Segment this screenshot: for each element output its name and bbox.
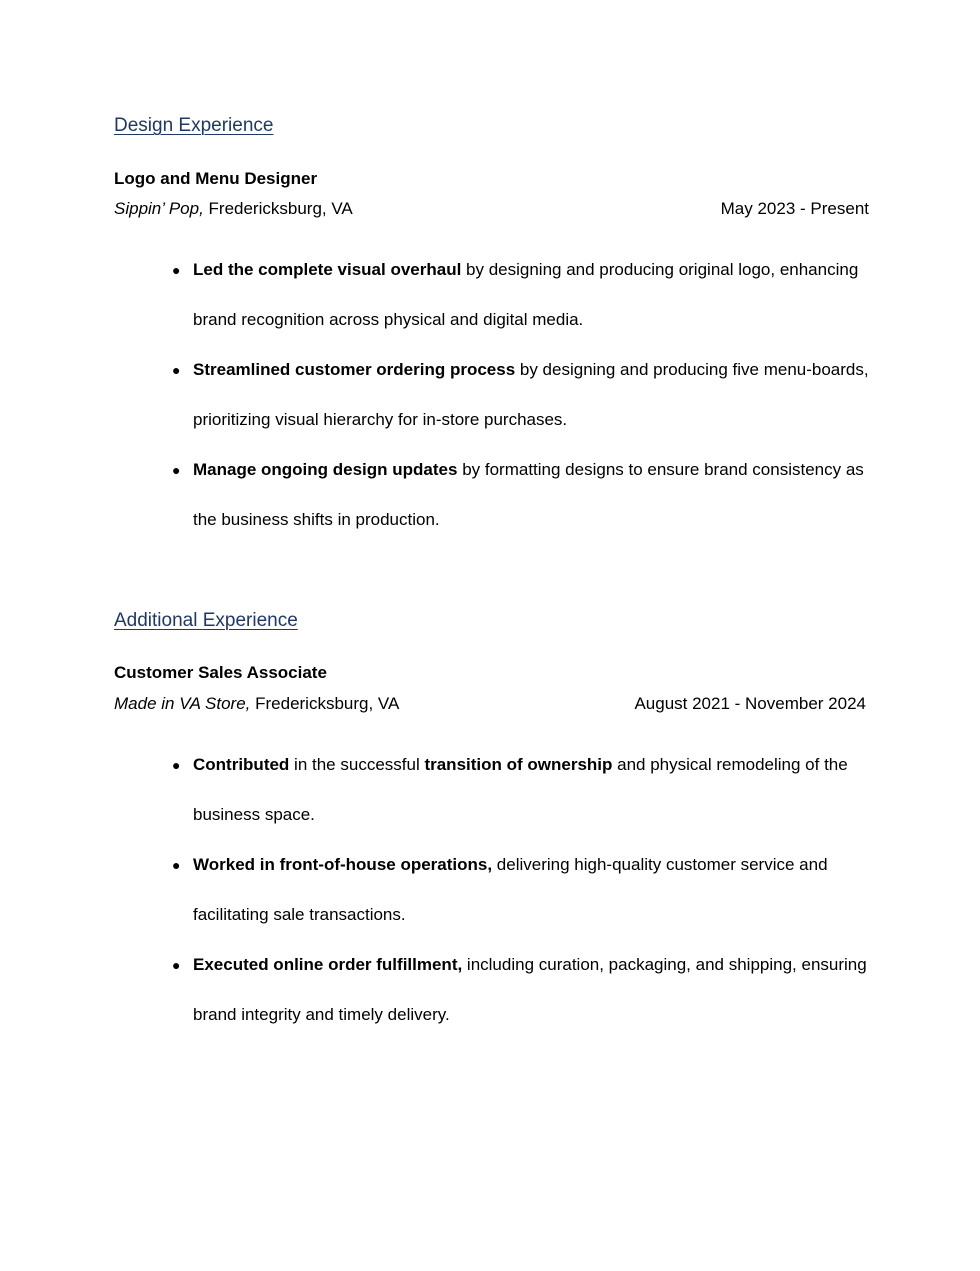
- bullet-text: by designing and producing original logo, enhancing brand recognition across physical and digital media.: [193, 260, 859, 329]
- org-name: Sippin’ Pop,: [114, 199, 204, 218]
- list-item: [172, 840, 872, 940]
- org-location: Fredericksburg, VA: [250, 694, 400, 713]
- list-item: [172, 740, 872, 840]
- bullet-text: and physical remodeling of the business space.: [193, 755, 848, 824]
- bullet-text: by formatting designs to ensure brand consistency as the business shifts in production.: [193, 460, 864, 529]
- bullet-icon: ●: [172, 262, 181, 278]
- bullet-highlight: Manage ongoing design updates: [193, 460, 458, 479]
- job-title-logo-menu-designer: Logo and Menu Designer: [114, 169, 318, 188]
- org-line-made-in-va: [114, 693, 399, 715]
- bullet-icon: ●: [172, 957, 181, 973]
- section-heading-design-experience: Design Experience: [114, 115, 274, 136]
- bullet-highlight: Worked in front-of-house operations,: [193, 855, 493, 874]
- bullet-text: in the successful: [289, 755, 425, 774]
- bullet-highlight: transition of ownership: [424, 755, 613, 774]
- bullet-list-design-experience: [172, 245, 872, 545]
- date-range-made-in-va: August 2021 - November 2024: [634, 694, 866, 713]
- list-item: [172, 345, 872, 445]
- org-name: Made in VA Store,: [114, 694, 251, 713]
- bullet-highlight: Executed online order fulfillment,: [193, 955, 463, 974]
- bullet-list-additional-experience: [172, 740, 872, 1040]
- list-item: [172, 445, 872, 545]
- list-item: [172, 245, 872, 345]
- bullet-icon: ●: [172, 462, 181, 478]
- bullet-icon: ●: [172, 362, 181, 378]
- bullet-text: including curation, packaging, and shipping, ensuring brand integrity and timely delivery.: [193, 955, 867, 1024]
- bullet-icon: ●: [172, 757, 181, 773]
- org-location: Fredericksburg, VA: [203, 199, 353, 218]
- job-title-customer-sales-associate: Customer Sales Associate: [114, 663, 327, 682]
- bullet-text: by designing and producing five menu-boards, prioritizing visual hierarchy for in-store purchases.: [193, 360, 869, 429]
- org-line-sippin-pop: [114, 198, 353, 220]
- list-item: [172, 940, 872, 1040]
- date-range-sippin-pop: May 2023 - Present: [720, 199, 869, 218]
- bullet-highlight: Streamlined customer ordering process: [193, 360, 516, 379]
- bullet-text: delivering high-quality customer service and facilitating sale transactions.: [193, 855, 828, 924]
- bullet-icon: ●: [172, 857, 181, 873]
- bullet-highlight: Contributed: [193, 755, 290, 774]
- bullet-highlight: Led the complete visual overhaul: [193, 260, 462, 279]
- section-heading-additional-experience: Additional Experience: [114, 610, 298, 631]
